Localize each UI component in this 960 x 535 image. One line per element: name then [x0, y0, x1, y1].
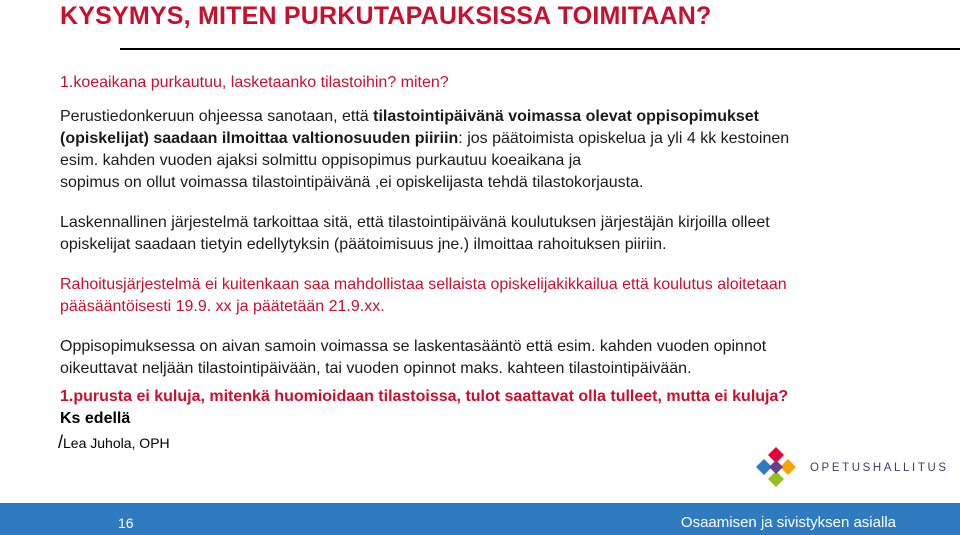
para1-line3: esim. kahden vuoden ajaksi solmittu oppisopimus purkautuu koeaikana ja: [60, 152, 582, 169]
see-above-text: Ks edellä: [60, 410, 131, 427]
para1-line4: sopimus on ollut voimassa tilastointipäivänä ,ei opiskelijasta tehdä tilastokorjausta.: [60, 174, 644, 191]
para1-line1: Perustiedonkeruun ohjeessa sanotaan, että tilastointipäivänä voimassa olevat oppisopimukset: [60, 108, 759, 125]
opetushallitus-logo-icon: [756, 447, 796, 487]
para2-line2: opiskelijat saadaan tietyin edellytyksin (päätoimisuus jne.) ilmoittaa rahoituksen piiriin.: [60, 236, 667, 253]
slide-title: KYSYMYS, MITEN PURKUTAPAUKSISSA TOIMITAAN?: [60, 2, 712, 30]
para3-line2: pääsääntöisesti 19.9. xx ja päätetään 21.9.xx.: [60, 298, 385, 315]
para4-line1: Oppisopimuksessa on aivan samoin voimassa se laskentasääntö että esim. kahden vuoden opinnot: [60, 338, 767, 355]
para2-line1: Laskennallinen järjestelmä tarkoittaa sitä, että tilastointipäivänä koulutuksen järjestäjän kirjoilla olleet: [60, 214, 770, 231]
warning-text: 1.purusta ei kuluja, mitenkä huomioidaan tilastoissa, tulot saattavat olla tulleet, mutta ei kuluja?: [60, 388, 789, 405]
page-number: 16: [118, 515, 134, 531]
title-divider: [120, 48, 960, 50]
para3-line1: Rahoitusjärjestelmä ei kuitenkaan saa mahdollistaa sellaista opiskelijakikkailua että koulutus aloitetaan: [60, 276, 787, 293]
para4-line2: oikeuttavat neljään tilastointipäivään, tai vuoden opinnot maks. kahteen tilastointipäivään.: [60, 360, 692, 377]
question-heading: 1.koeaikana purkautuu, lasketaanko tilastoihin? miten?: [60, 74, 449, 91]
logo-wordmark: OPETUSHALLITUS: [810, 462, 949, 474]
author-signature: /Lea Juhola, OPH: [58, 432, 170, 452]
footer-tagline: Osaamisen ja sivistyksen asialla: [680, 514, 896, 531]
para1-line2: (opiskelijat) saadaan ilmoittaa valtionosuuden piiriin: jos päätoimista opiskelua ja yli 4 kk kestoinen: [60, 130, 790, 147]
